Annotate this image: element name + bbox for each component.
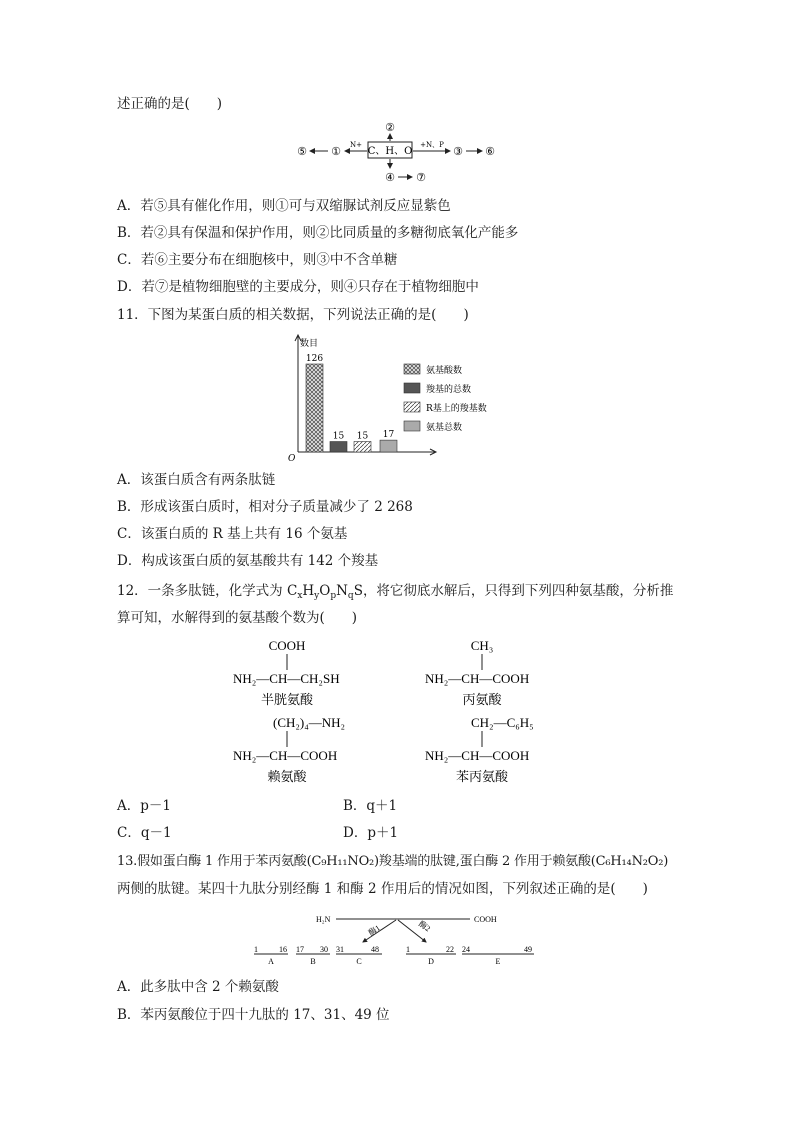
bar-value-label-0: 126 [305, 354, 324, 364]
fragment-e-start: 24 [462, 945, 470, 954]
y-axis-label: 数目 [300, 339, 319, 349]
q13-option-a: A．此多肽中含 2 个赖氨酸 [117, 979, 279, 995]
left-label: N+ [350, 141, 362, 149]
right-label: +N、P [420, 141, 444, 149]
node-7: ⑦ [416, 171, 426, 184]
legend-swatch-2 [404, 402, 420, 412]
enzyme2-label: 酶2 [417, 919, 433, 934]
bar-value-label-2: 15 [356, 431, 369, 442]
node-4: ④ [385, 171, 395, 184]
center-label: C、H、O [367, 146, 413, 157]
node-2: ② [385, 121, 395, 134]
legend-label-2: R基上的羧基数 [426, 404, 487, 414]
chart-legend [402, 360, 522, 440]
q12-option-a: A．p－1 [117, 798, 171, 814]
q12-stem-line1: 12．一条多肽链，化学式为 $C_xH_yO_pN_qS$，将它彻底水解后，只得到下列四种氨基酸，分析推 [117, 583, 674, 601]
conversion-diagram [290, 118, 510, 188]
fragment-d-end: 22 [446, 945, 454, 954]
q11-option-d: D．构成该蛋白质的氨基酸共有 142 个羧基 [117, 553, 379, 569]
q12-stem-line2: 算可知，水解得到的氨基酸个数为( ) [117, 610, 358, 626]
q10-option-b: B．若②具有保温和保护作用，则②比同质量的多糖彻底氧化产能多 [117, 225, 519, 241]
peptide-cleavage-diagram [250, 908, 550, 968]
q11-option-c: C．该蛋白质的 R 基上共有 16 个氨基 [117, 526, 348, 542]
lysine-main: NH₂—CH—COOH [233, 748, 338, 763]
q10-option-c: C．若⑥主要分布在细胞核中，则③中不含单糖 [117, 252, 398, 268]
legend-label-1: 羧基的总数 [426, 385, 472, 395]
phenylalanine-top: CH₂—C₆H₅ [471, 715, 534, 730]
q12-option-c: C．q－1 [117, 825, 172, 841]
peptide-c-terminus: COOH [474, 915, 497, 924]
bar-3 [380, 440, 397, 452]
q12-option-d: D．p＋1 [343, 825, 399, 841]
legend-swatch-1 [404, 383, 420, 393]
q10-option-d: D．若⑦是植物细胞壁的主要成分，则④只存在于植物细胞中 [117, 279, 479, 295]
bar-value-label-1: 15 [332, 431, 345, 442]
alanine-main: NH₂—CH—COOH [425, 671, 530, 686]
cysteine-name: 半胱氨酸 [260, 692, 314, 707]
fragment-c-start: 31 [336, 945, 344, 954]
fragment-a-end: 16 [279, 945, 287, 954]
lysine-top: (CH₂)₄—NH₂ [273, 715, 346, 730]
alanine-top: CH₃ [470, 638, 494, 653]
fragment-a-start: 1 [254, 945, 258, 954]
fragment-d-label: D [428, 957, 434, 966]
node-6: ⑥ [485, 145, 495, 158]
bar-1 [330, 442, 347, 452]
legend-swatch-3 [404, 421, 420, 431]
fragment-e-label: E [495, 957, 501, 966]
amino-acid-structures [225, 636, 585, 786]
fragment-b-start: 17 [296, 945, 304, 954]
alanine-name: 丙氨酸 [462, 692, 502, 707]
fragment-c-label: C [356, 957, 362, 966]
bar-value-label-3: 17 [382, 430, 395, 441]
q13-option-b: B．苯丙氨酸位于四十九肽的 17、31、49 位 [117, 1007, 390, 1023]
fragment-a-label: A [268, 957, 274, 966]
q11-stem: 11．下图为某蛋白质的相关数据，下列说法正确的是( ) [117, 307, 469, 323]
lysine-name: 赖氨酸 [267, 769, 307, 784]
node-3: ③ [453, 145, 463, 158]
legend-label-3: 氨基总数 [426, 423, 463, 433]
enzyme1-label: 酶1 [366, 923, 382, 938]
fragment-e-end: 49 [524, 945, 532, 954]
fragment-d-start: 1 [406, 945, 410, 954]
q11-option-b: B．形成该蛋白质时，相对分子质量减少了 2 268 [117, 499, 413, 515]
bar-0 [306, 364, 323, 452]
fragment-b-label: B [310, 957, 316, 966]
legend-swatch-0 [404, 364, 420, 374]
origin-label: O [288, 454, 296, 464]
q10-option-a: A．若⑤具有催化作用，则①可与双缩脲试剂反应显紫色 [117, 198, 451, 214]
cysteine-main: NH₂—CH—CH₂SH [233, 671, 340, 686]
q13-stem-line2: 两侧的肽键。某四十九肽分别经酶 1 和酶 2 作用后的情况如图，下列叙述正确的是( ) [117, 881, 648, 897]
node-5: ⑤ [297, 145, 307, 158]
fragment-c-end: 48 [371, 945, 379, 954]
question-stem-tail: 述正确的是( ) [117, 96, 223, 112]
node-1: ① [331, 145, 341, 158]
q12-option-b: B．q＋1 [343, 798, 398, 814]
q13-stem-line1: 13.假如蛋白酶 1 作用于苯丙氨酸(C₉H₁₁NO₂)羧基端的肽键,蛋白酶 2 作用于赖氨酸(C₆H₁₄N₂O₂) [117, 854, 669, 869]
phenylalanine-main: NH₂—CH—COOH [425, 748, 530, 763]
peptide-n-terminus: H₂N [316, 915, 331, 924]
cysteine-top: COOH [268, 638, 306, 653]
fragment-b-end: 30 [320, 945, 328, 954]
legend-label-0: 氨基酸数 [426, 366, 463, 376]
q11-option-a: A．该蛋白质含有两条肽链 [117, 472, 276, 488]
bar-2 [354, 442, 371, 452]
phenylalanine-name: 苯丙氨酸 [455, 769, 509, 784]
